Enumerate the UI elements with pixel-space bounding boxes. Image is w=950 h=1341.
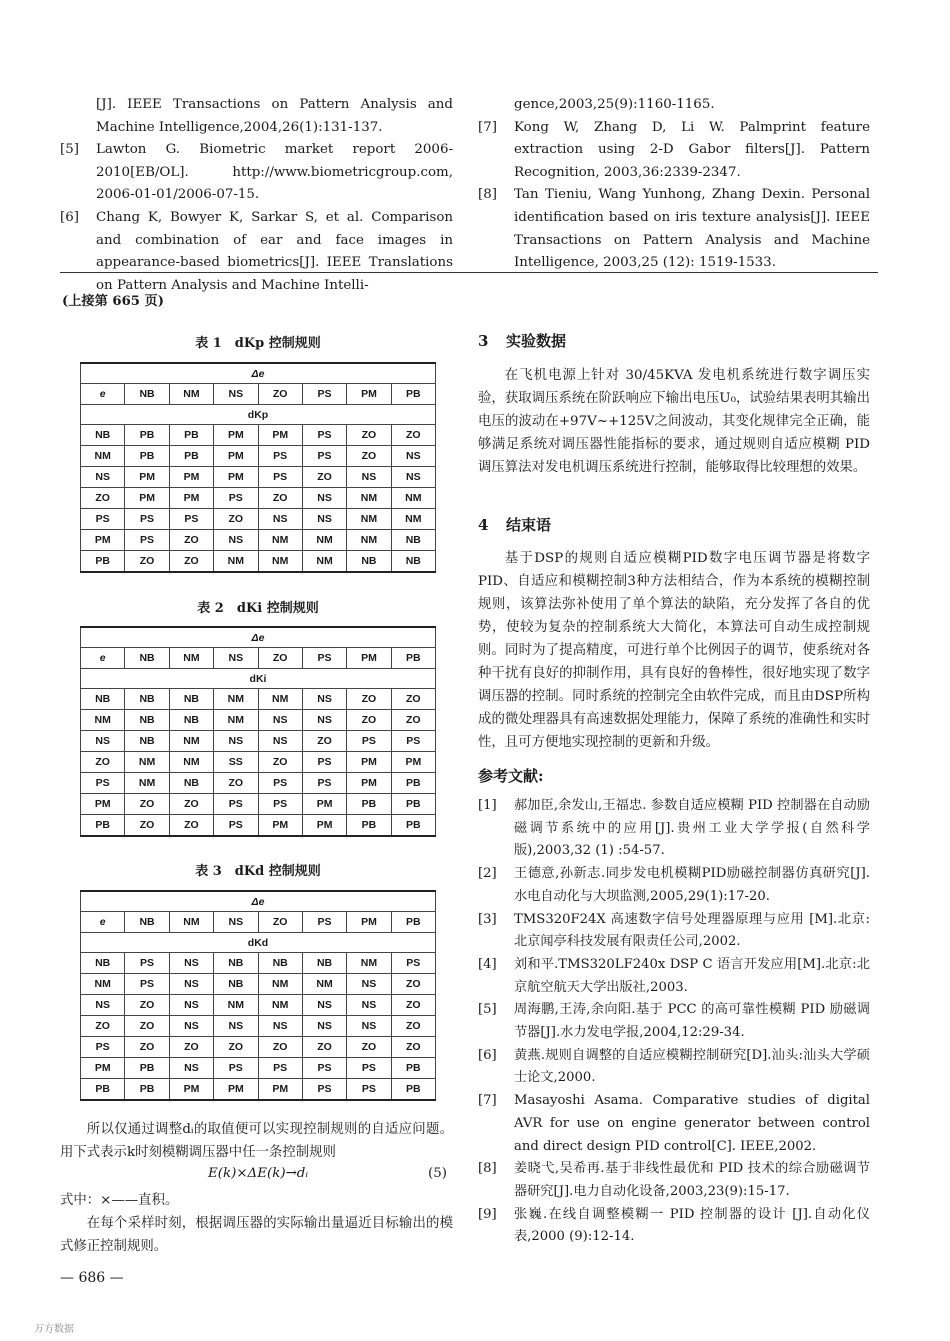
column-header: ZO <box>258 384 302 405</box>
column-header: PB <box>391 384 435 405</box>
section-title: 实验数据 <box>506 332 567 350</box>
top-references-right <box>478 94 870 275</box>
rule-cell: PB <box>391 815 435 837</box>
rule-cell: ZO <box>391 689 435 710</box>
column-header: PM <box>347 912 391 933</box>
rule-cell: NM <box>169 731 213 752</box>
rule-cell: NB <box>169 773 213 794</box>
rule-cell: NM <box>391 488 435 509</box>
references-heading: 参考文献: <box>478 767 544 785</box>
table-row <box>81 953 436 974</box>
column-header: NB <box>125 912 169 933</box>
rule-table <box>80 890 436 1101</box>
rule-cell: PS <box>391 953 435 974</box>
column-header: PM <box>347 648 391 669</box>
rule-cell: PS <box>347 1058 391 1079</box>
rule-cell: NM <box>302 530 346 551</box>
rule-cell: ZO <box>169 815 213 837</box>
column-header: NS <box>214 648 258 669</box>
rule-cell: PB <box>169 425 213 446</box>
rule-cell: ZO <box>347 425 391 446</box>
rule-cell: NS <box>169 953 213 974</box>
rule-cell: PB <box>169 446 213 467</box>
rule-cell: ZO <box>391 1016 435 1037</box>
rule-cell: NS <box>302 710 346 731</box>
rule-cell: NS <box>347 1016 391 1037</box>
rule-cell: NB <box>391 551 435 573</box>
section-number: 4 <box>478 516 489 534</box>
rule-cell: NB <box>169 689 213 710</box>
row-header-label: e <box>81 648 125 669</box>
rule-cell: PM <box>302 794 346 815</box>
table-row <box>81 752 436 773</box>
reference-entry: [3] TMS320F24X 高速数字信号处理器原理与应用 [M].北京:北京闻亭科技发展有限责任公司,2002. <box>478 911 870 950</box>
reference-entry: [1] 郝加臣,余发山,王福忠. 参数自适应模糊 PID 控制器在自动励磁调节系统中的应用[J].贵州工业大学学报(自然科学版),2003,32 (1) :54-57. <box>478 798 870 859</box>
formula: E(k)×ΔE(k)→dᵢ <box>208 1166 309 1181</box>
table-row <box>81 773 436 794</box>
row-label: PB <box>81 815 125 837</box>
rule-cell: PS <box>302 446 346 467</box>
rule-cell: ZO <box>169 794 213 815</box>
rule-cell: PS <box>214 815 258 837</box>
rule-cell: PS <box>347 731 391 752</box>
row-label: PS <box>81 773 125 794</box>
rule-cell: NM <box>214 551 258 573</box>
rule-cell: NM <box>302 974 346 995</box>
rule-cell: PM <box>125 467 169 488</box>
rule-cell: PM <box>391 752 435 773</box>
paragraph: 式中：×——直积。 <box>60 1193 179 1208</box>
table-row <box>81 689 436 710</box>
rule-cell: PB <box>391 1058 435 1079</box>
row-label: NM <box>81 710 125 731</box>
rule-cell: NM <box>258 974 302 995</box>
column-header: NM <box>169 912 213 933</box>
references-list <box>478 795 870 1249</box>
row-label: PM <box>81 1058 125 1079</box>
rule-cell: NM <box>214 995 258 1016</box>
table-row <box>81 530 436 551</box>
column-header: PM <box>347 384 391 405</box>
row-label: PB <box>81 551 125 573</box>
rule-cell: PS <box>125 953 169 974</box>
rule-cell: PS <box>214 794 258 815</box>
section-title: 结束语 <box>506 516 552 534</box>
left-body-text <box>60 1118 453 1164</box>
rule-cell: NB <box>302 953 346 974</box>
rule-cell: PS <box>125 530 169 551</box>
rule-cell: PB <box>125 446 169 467</box>
table-row <box>81 446 436 467</box>
reference-entry: gence,2003,25(9):1160-1165. <box>514 97 715 112</box>
rule-cell: ZO <box>214 773 258 794</box>
paragraph: 在飞机电源上针对 30/45KVA 发电机系统进行数字调压实验，获取调压系统在阶跃响应下输出电压U₀，试验结果表明其输出电压的波动在+97V~+125V之间波动，其变化规律完全正确，能够满足系统对调压器性能指标的要求，通过规则自适应模糊 PID 调压算法对发电机调压系统进行控制，能够取得比较理想的效果。 <box>478 368 870 475</box>
rule-cell: PM <box>258 815 302 837</box>
row-label: PB <box>81 1079 125 1101</box>
rule-cell: ZO <box>302 1037 346 1058</box>
left-body-text-2 <box>60 1189 453 1258</box>
row-label: NB <box>81 953 125 974</box>
delta-e-header: Δe <box>81 891 436 912</box>
column-header: PS <box>302 912 346 933</box>
table-row <box>81 551 436 573</box>
rule-cell: NB <box>125 710 169 731</box>
top-references-left <box>60 94 453 297</box>
section-4-body <box>478 547 870 754</box>
rule-table <box>80 362 436 573</box>
rule-cell: NM <box>302 551 346 573</box>
rule-cell: NB <box>169 710 213 731</box>
rule-cell: PM <box>214 425 258 446</box>
rule-cell: ZO <box>347 1037 391 1058</box>
rule-cell: PB <box>125 1079 169 1101</box>
reference-entry: [4] 刘和平.TMS320LF240x DSP C 语言开发应用[M].北京:北京航空航天大学出版社,2003. <box>478 956 870 995</box>
rule-cell: NM <box>347 488 391 509</box>
rule-cell: PB <box>347 815 391 837</box>
rule-cell: NS <box>258 731 302 752</box>
rule-cell: NB <box>214 974 258 995</box>
rule-cell: PB <box>391 773 435 794</box>
rule-cell: NS <box>347 995 391 1016</box>
rule-cell: NM <box>347 530 391 551</box>
row-label: NS <box>81 731 125 752</box>
continued-note: (上接第 665 页) <box>62 294 164 309</box>
rule-cell: NS <box>302 995 346 1016</box>
rule-cell: NS <box>169 1058 213 1079</box>
section-number: 3 <box>478 332 489 350</box>
rule-cell: NS <box>214 731 258 752</box>
rule-cell: PM <box>125 488 169 509</box>
paragraph: 基于DSP的规则自适应模糊PID数字电压调节器是将数字PID、自适应和模糊控制3种方法相结合，作为本系统的模糊控制规则，该算法弥补使用了单个算法的缺陷，充分发挥了各自的优势，使较为复杂的控制系统大大简化，本算法可自动生成控制规则。同时为了提高精度，可进行单个比例因子的调节，使系统对各种干扰有良好的抑制作用，具有良好的鲁棒性，很好地实现了数字调压器的控制。同时系统的控制完全由软件完成，而且由DSP所构成的微处理器具有高速数据处理能力，保障了系统的准确性和实时性，且可方便地实现控制的更新和升级。 <box>478 551 870 750</box>
rule-cell: PM <box>347 773 391 794</box>
rule-cell: ZO <box>302 467 346 488</box>
rule-cell: PS <box>258 446 302 467</box>
reference-entry: [6] 黄燕.规则自调整的自适应模糊控制研究[D].汕头:汕头大学硕士论文,2000. <box>478 1047 870 1086</box>
row-label: NB <box>81 425 125 446</box>
reference-entry: [J]. IEEE Transactions on Pattern Analysis and Machine Intelligence,2004,26(1):131-137. <box>96 97 453 135</box>
rule-cell: PB <box>391 794 435 815</box>
delta-e-header: Δe <box>81 363 436 384</box>
column-header: NM <box>169 648 213 669</box>
rule-cell: PM <box>302 815 346 837</box>
reference-entry: [6] Chang K, Bowyer K, Sarkar S, et al. Comparison and combination of ear and face images in appearance-based biometrics[J]. IEEE Translations on Pattern Analysis and Machine Intelli- <box>60 209 453 293</box>
rule-cell: PS <box>258 794 302 815</box>
row-label: NS <box>81 995 125 1016</box>
rule-cell: NB <box>214 953 258 974</box>
column-header-row <box>81 648 436 669</box>
rule-cell: ZO <box>169 551 213 573</box>
table-row <box>81 731 436 752</box>
rule-cell: PS <box>258 467 302 488</box>
rule-cell: PS <box>169 509 213 530</box>
rule-cell: NS <box>169 995 213 1016</box>
watermark: 万方数据 <box>34 1324 74 1335</box>
row-label: PS <box>81 509 125 530</box>
delta-e-header: Δe <box>81 627 436 648</box>
column-header: NB <box>125 384 169 405</box>
table-row <box>81 1079 436 1101</box>
rule-cell: NB <box>258 953 302 974</box>
table-3-caption: 表 3 dKd 控制规则 <box>195 864 321 879</box>
rule-cell: ZO <box>125 815 169 837</box>
reference-entry: [5] 周海鹏,王涛,余向阳.基于 PCC 的高可靠性模糊 PID 励磁调节器[J].水力发电学报,2004,12:29-34. <box>478 1002 870 1041</box>
rule-cell: NM <box>258 530 302 551</box>
row-header-label: e <box>81 384 125 405</box>
reference-entry: [5] Lawton G. Biometric market report 2006-2010[EB/OL]. http://www.biometricgroup.com, 2006-01-01/2006-07-15. <box>60 142 453 203</box>
rule-cell: NB <box>125 731 169 752</box>
rule-cell: NS <box>258 710 302 731</box>
row-label: NM <box>81 446 125 467</box>
rule-cell: NM <box>214 710 258 731</box>
rule-cell: PS <box>302 773 346 794</box>
rule-cell: PS <box>302 752 346 773</box>
rule-cell: PS <box>347 1079 391 1101</box>
row-label: ZO <box>81 488 125 509</box>
rule-cell: PS <box>258 1058 302 1079</box>
rule-cell: PM <box>214 1079 258 1101</box>
rule-cell: PM <box>169 488 213 509</box>
rule-cell: PM <box>258 425 302 446</box>
rule-cell: PS <box>214 488 258 509</box>
page-number: — 686 — <box>60 1270 124 1286</box>
reference-entry: [8] 姜晓弋,吴希再.基于非线性最优和 PID 技术的综合励磁调节器研究[J].电力自动化设备,2003,23(9):15-17. <box>478 1161 870 1199</box>
rule-cell: NM <box>258 995 302 1016</box>
rule-cell: ZO <box>391 974 435 995</box>
rule-cell: PB <box>347 794 391 815</box>
reference-entry: [9] 张巍.在线自调整模糊一 PID 控制器的设计 [J].自动化仪表,2000 (9):12-14. <box>478 1206 870 1245</box>
rule-cell: NS <box>302 488 346 509</box>
column-header-row <box>81 384 436 405</box>
row-label: PS <box>81 1037 125 1058</box>
table-row <box>81 995 436 1016</box>
rule-cell: NS <box>258 1016 302 1037</box>
rule-cell: PS <box>302 1079 346 1101</box>
rule-cell: ZO <box>125 1037 169 1058</box>
rule-cell: PM <box>214 467 258 488</box>
column-header: PS <box>302 384 346 405</box>
rule-cell: ZO <box>125 995 169 1016</box>
table-row <box>81 488 436 509</box>
row-label: ZO <box>81 1016 125 1037</box>
rule-cell: ZO <box>214 1037 258 1058</box>
section-4-heading <box>478 514 551 535</box>
rule-cell: PB <box>125 1058 169 1079</box>
rule-cell: NM <box>347 953 391 974</box>
row-label: NB <box>81 689 125 710</box>
section-3-heading <box>478 330 566 351</box>
output-label: dKi <box>81 669 436 689</box>
column-header: NS <box>214 912 258 933</box>
column-header: PB <box>391 648 435 669</box>
rule-cell: NS <box>258 509 302 530</box>
rule-cell: NS <box>302 1016 346 1037</box>
reference-entry: [8] Tan Tieniu, Wang Yunhong, Zhang Dexin. Personal identification based on iris texture analysis[J]. IEEE Transactions on Pattern Analysis and Machine Intelligence, 2003,25 (12): 1519-1533. <box>478 187 870 271</box>
rule-cell: ZO <box>302 731 346 752</box>
rule-cell: ZO <box>258 488 302 509</box>
rule-cell: PS <box>302 425 346 446</box>
reference-entry: [7] Masayoshi Asama. Comparative studies of digital AVR for use on engine generator between control and direct design PID control[C]. IEEE,2002. <box>478 1093 870 1154</box>
rule-cell: NS <box>391 467 435 488</box>
rule-cell: PM <box>214 446 258 467</box>
reference-entry: [7] Kong W, Zhang D, Li W. Palmprint feature extraction using 2-D Gabor filters[J]. Pattern Recognition, 2003,36:2339-2347. <box>478 119 870 180</box>
rule-cell: NS <box>391 446 435 467</box>
row-header-label: e <box>81 912 125 933</box>
rule-cell: NS <box>214 530 258 551</box>
rule-cell: PM <box>258 1079 302 1101</box>
table-row <box>81 794 436 815</box>
rule-cell: PM <box>347 752 391 773</box>
rule-cell: PM <box>169 467 213 488</box>
rule-cell: NS <box>302 509 346 530</box>
rule-cell: NM <box>258 551 302 573</box>
row-label: PM <box>81 530 125 551</box>
rule-cell: NM <box>169 752 213 773</box>
row-label: NS <box>81 467 125 488</box>
rule-cell: NM <box>125 752 169 773</box>
column-header: ZO <box>258 912 302 933</box>
rule-cell: ZO <box>347 710 391 731</box>
rule-cell: NS <box>169 1016 213 1037</box>
section-3-body <box>478 364 870 479</box>
table-2-caption: 表 2 dKi 控制规则 <box>197 601 319 616</box>
table-row <box>81 425 436 446</box>
table-row <box>81 509 436 530</box>
rule-cell: NB <box>347 551 391 573</box>
table-row <box>81 1016 436 1037</box>
rule-cell: ZO <box>125 551 169 573</box>
output-label: dKp <box>81 405 436 425</box>
rule-cell: PS <box>214 1058 258 1079</box>
rule-cell: NS <box>302 689 346 710</box>
paragraph: 在每个采样时刻，根据调压器的实际输出量逼近目标输出的模式修正控制规则。 <box>60 1216 453 1254</box>
rule-cell: ZO <box>391 1037 435 1058</box>
rule-table <box>80 626 436 837</box>
table-1-caption: 表 1 dKp 控制规则 <box>195 336 321 351</box>
table-row <box>81 710 436 731</box>
rule-cell: ZO <box>347 446 391 467</box>
column-header: PB <box>391 912 435 933</box>
paragraph: 所以仅通过调整dᵢ的取值便可以实现控制规则的自适应问题。用下式表示k时刻模糊调压器中任一条控制规则 <box>60 1122 453 1160</box>
rule-cell: NM <box>391 509 435 530</box>
table-row <box>81 1037 436 1058</box>
rule-cell: NS <box>347 467 391 488</box>
rule-cell: NB <box>391 530 435 551</box>
rule-cell: NM <box>214 689 258 710</box>
rule-cell: PS <box>391 731 435 752</box>
column-header: NM <box>169 384 213 405</box>
rule-cell: ZO <box>391 995 435 1016</box>
row-label: ZO <box>81 752 125 773</box>
rule-cell: PS <box>125 974 169 995</box>
rule-cell: ZO <box>169 1037 213 1058</box>
rule-cell: NS <box>347 974 391 995</box>
rule-cell: PB <box>125 425 169 446</box>
rule-cell: NS <box>214 1016 258 1037</box>
rule-cell: ZO <box>347 689 391 710</box>
reference-entry: [2] 王德意,孙新志.同步发电机模糊PID励磁控制器仿真研究[J].水电自动化与大坝监测,2005,29(1):17-20. <box>478 866 870 904</box>
rule-cell: ZO <box>258 1037 302 1058</box>
column-header-row <box>81 912 436 933</box>
rule-cell: SS <box>214 752 258 773</box>
table-row <box>81 974 436 995</box>
row-label: PM <box>81 794 125 815</box>
rule-cell: ZO <box>391 425 435 446</box>
column-header: NS <box>214 384 258 405</box>
rule-cell: NS <box>169 974 213 995</box>
rule-cell: PS <box>125 509 169 530</box>
table-row <box>81 815 436 837</box>
row-label: NM <box>81 974 125 995</box>
rule-cell: ZO <box>258 752 302 773</box>
rule-cell: NM <box>258 689 302 710</box>
rule-cell: NM <box>125 773 169 794</box>
output-label: dKd <box>81 933 436 953</box>
table-row <box>81 1058 436 1079</box>
rule-cell: ZO <box>125 794 169 815</box>
rule-cell: ZO <box>391 710 435 731</box>
column-header: ZO <box>258 648 302 669</box>
rule-cell: ZO <box>214 509 258 530</box>
formula-number: (5) <box>428 1166 447 1181</box>
rule-cell: ZO <box>125 1016 169 1037</box>
rule-cell: ZO <box>169 530 213 551</box>
rule-cell: PM <box>169 1079 213 1101</box>
section-divider <box>60 272 878 273</box>
rule-cell: NB <box>125 689 169 710</box>
rule-cell: PS <box>258 773 302 794</box>
rule-cell: PS <box>302 1058 346 1079</box>
column-header: PS <box>302 648 346 669</box>
table-row <box>81 467 436 488</box>
rule-cell: PB <box>391 1079 435 1101</box>
rule-cell: NM <box>347 509 391 530</box>
column-header: NB <box>125 648 169 669</box>
